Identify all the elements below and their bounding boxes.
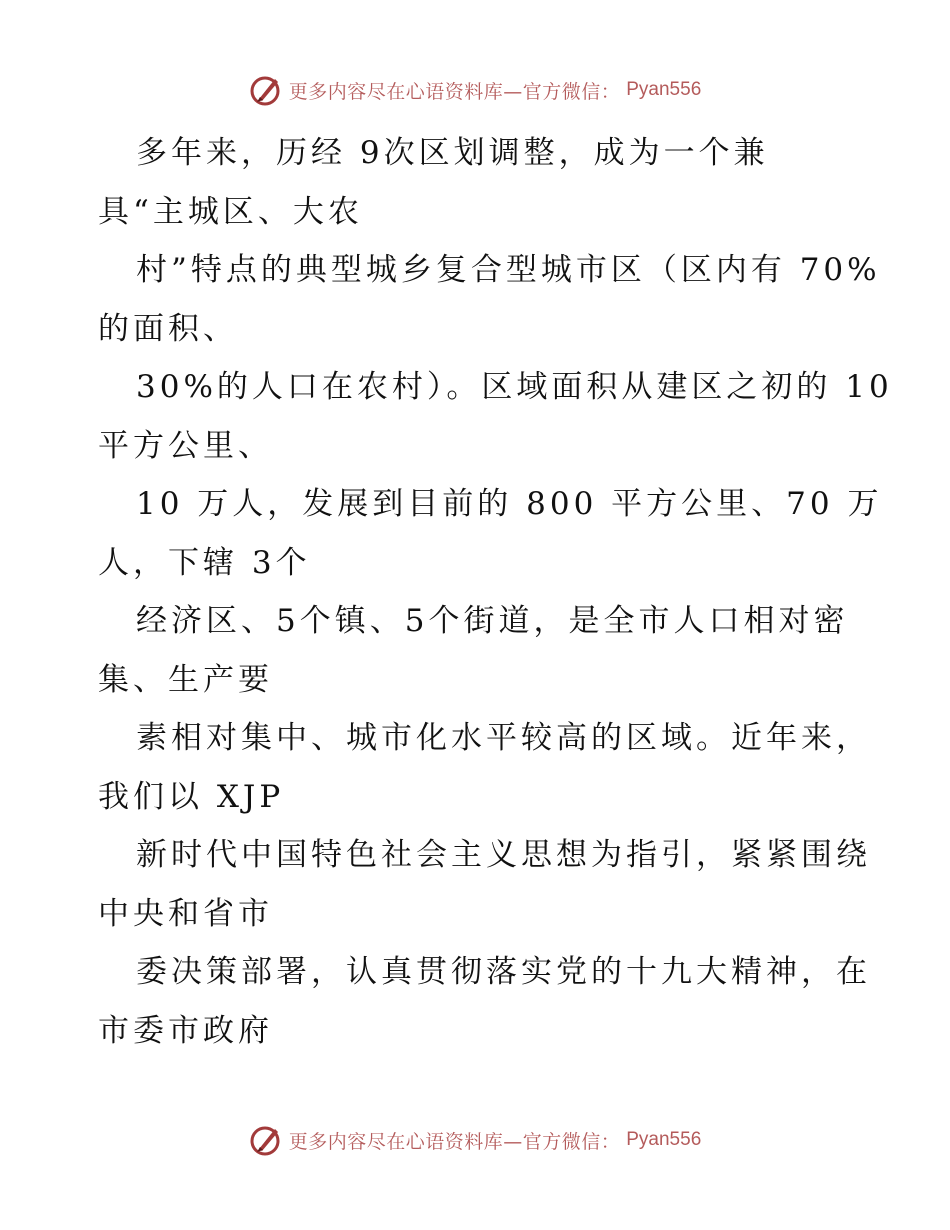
- text-line: 我们以 XJP: [98, 778, 285, 815]
- footer-banner: [0, 1120, 950, 1160]
- text-line: 中央和省市: [98, 895, 273, 932]
- text-line: 集、生产要: [98, 661, 273, 698]
- footer-wechat-id: Pyan556: [626, 1129, 702, 1150]
- text-line: 30%的人口在农村）。区域面积从建区之初的 10: [136, 369, 893, 405]
- text-line: 10 万人，发展到目前的 800 平方公里、70 万: [136, 486, 883, 522]
- text-line: 人，下辖 3个: [98, 544, 311, 581]
- header-wechat-id: Pyan556: [626, 79, 702, 100]
- text-line: 委决策部署，认真贯彻落实党的十九大精神，在: [136, 954, 871, 990]
- text-line: 素相对集中、城市化水平较高的区域。近年来，: [136, 720, 871, 756]
- quill-pen-logo-icon: [249, 73, 283, 107]
- text-line: 具“主城区、大农: [98, 193, 363, 230]
- text-line: 平方公里、: [98, 427, 273, 464]
- text-line: 市委市政府: [98, 1012, 273, 1049]
- header-banner-text: 更多内容尽在心语资料库—官方微信：: [288, 80, 621, 103]
- document-body: [98, 124, 893, 1060]
- text-line: 经济区、5个镇、5个街道，是全市人口相对密: [136, 603, 849, 639]
- text-line: 新时代中国特色社会主义思想为指引，紧紧围绕: [136, 837, 871, 873]
- quill-pen-logo-icon: [249, 1123, 283, 1157]
- header-banner: [0, 70, 950, 110]
- text-line: 的面积、: [98, 310, 238, 347]
- text-line: 村”特点的典型城乡复合型城市区（区内有 70%: [136, 252, 881, 288]
- text-line: 多年来，历经 9次区划调整，成为一个兼: [136, 135, 769, 171]
- footer-banner-text: 更多内容尽在心语资料库—官方微信：: [288, 1130, 621, 1153]
